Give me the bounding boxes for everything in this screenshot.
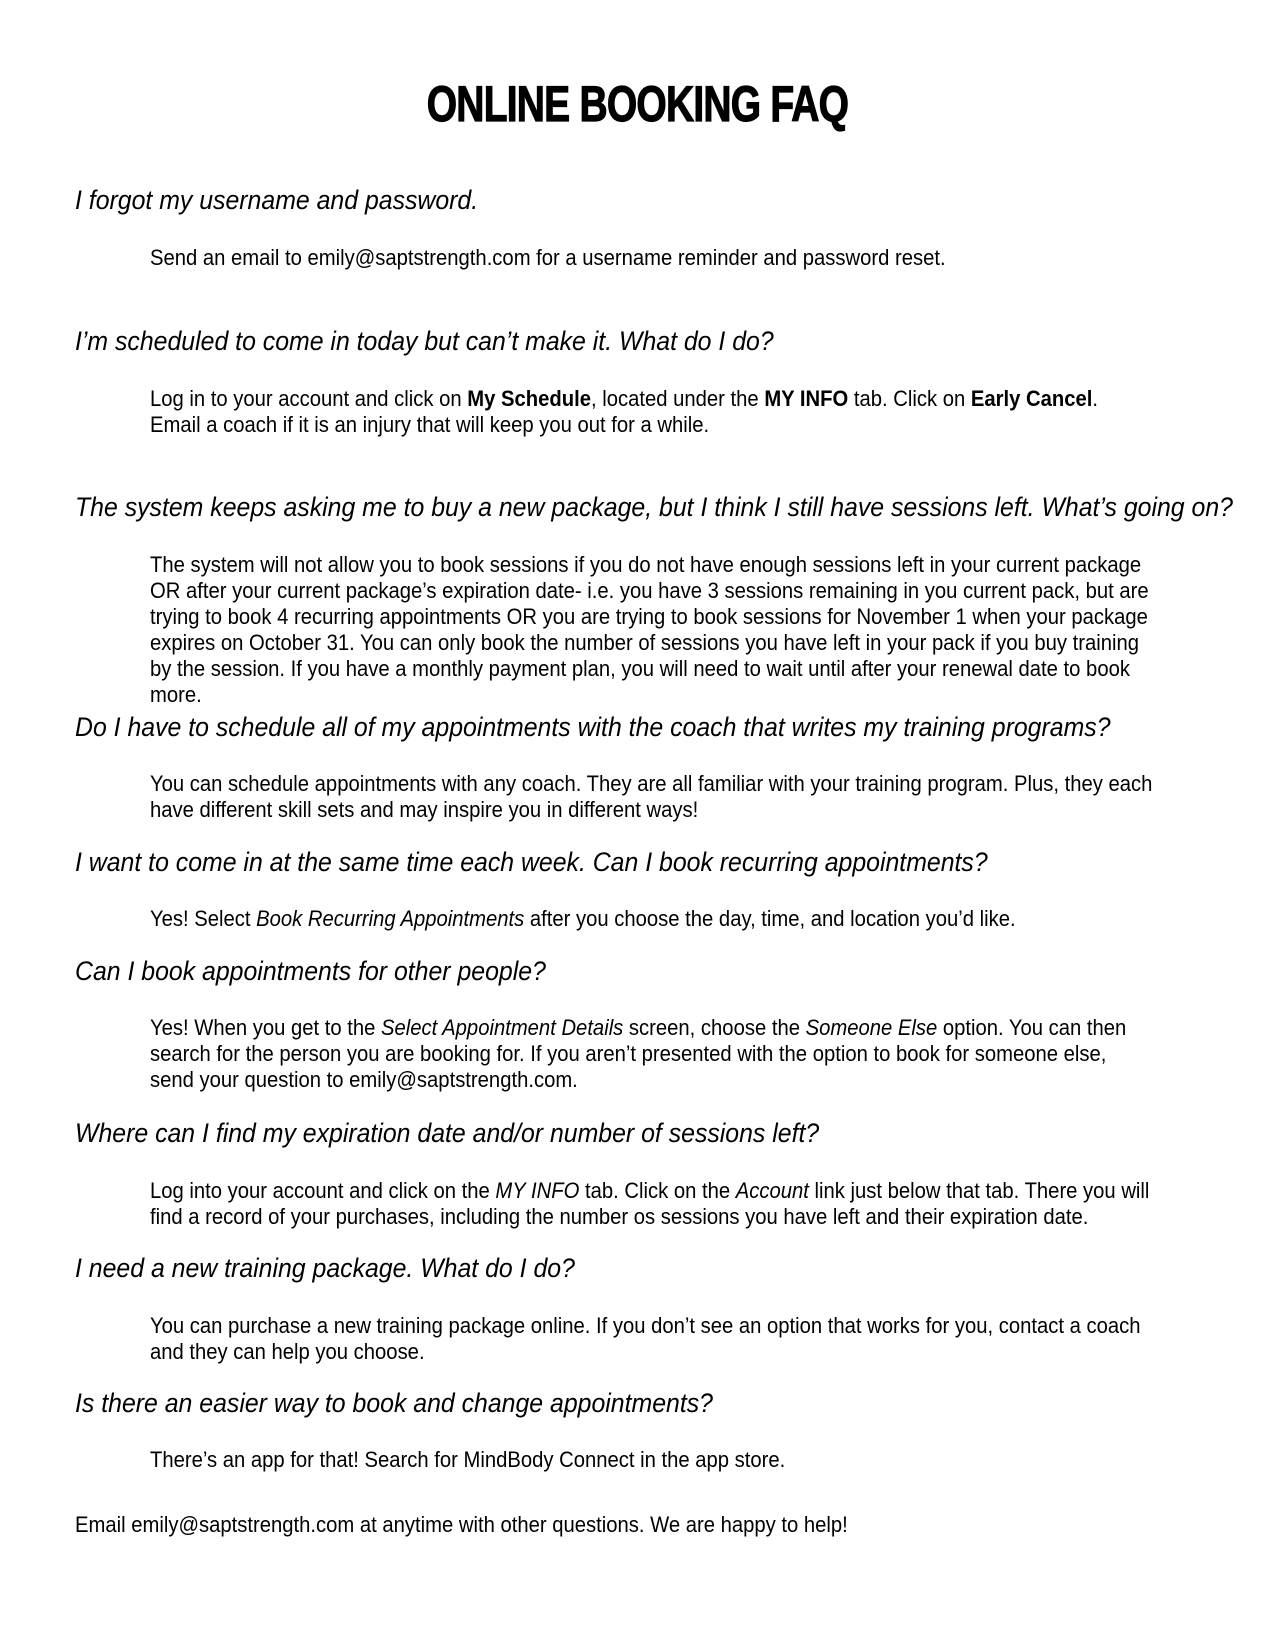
faq-question-4: Do I have to schedule all of my appointments with the coach that writes my training programs? [75,712,1111,742]
my-schedule-term: My Schedule [467,386,592,411]
account-term: Account [735,1178,809,1203]
page-title: ONLINE BOOKING FAQ [426,76,849,132]
faq-answer-2: Log in to your account and click on My Schedule, located under the MY INFO tab. Click on Early Cancel. Email a coach if it is an injury that will keep you out for a while. [150,386,1099,437]
faq-question-5: I want to come in at the same time each week. Can I book recurring appointments? [75,847,988,877]
my-info-term: MY INFO [764,386,849,411]
faq-answer-4: You can schedule appointments with any coach. They are all familiar with your training program. Plus, they each have different skill sets and may inspire you in different ways! [150,771,1153,822]
faq-answer-3: The system will not allow you to book sessions if you do not have enough sessions left in your current package OR after your current package’s expiration date- i.e. you have 3 sessions remaining in you current pack, but are trying to book 4 recurring appointments OR you are trying to book sessions for November 1 when your package expires on October 31. You can only book the number of sessions you have left in your pack if you buy training by the session. If you have a monthly payment plan, you will need to wait until after your renewal date to book more. [150,552,1149,707]
early-cancel-term: Early Cancel [970,386,1093,411]
faq-question-7: Where can I find my expiration date and/or number of sessions left? [75,1118,820,1148]
footer-note: Email emily@saptstrength.com at anytime with other questions. We are happy to help! [75,1512,848,1537]
faq-question-2: I’m scheduled to come in today but can’t make it. What do I do? [75,326,774,356]
faq-answer-1: Send an email to emily@saptstrength.com for a username reminder and password reset. [150,245,946,270]
select-appointment-details-term: Select Appointment Details [381,1015,624,1040]
faq-answer-7: Log into your account and click on the MY INFO tab. Click on the Account link just below that tab. There you will find a record of your purchases, including the number os sessions you have left and their expiration date. [150,1178,1150,1229]
book-recurring-term: Book Recurring Appointments [256,906,525,931]
faq-answer-8: You can purchase a new training package online. If you don’t see an option that works for you, contact a coach and they can help you choose. [150,1313,1141,1364]
faq-question-6: Can I book appointments for other people? [75,956,546,986]
faq-question-3: The system keeps asking me to buy a new package, but I think I still have sessions left. What’s going on? [75,492,1233,522]
faq-question-8: I need a new training package. What do I do? [75,1253,575,1283]
faq-question-1: I forgot my username and password. [75,185,479,215]
faq-answer-9: There’s an app for that! Search for MindBody Connect in the app store. [150,1447,786,1472]
faq-question-9: Is there an easier way to book and change appointments? [75,1388,713,1418]
faq-answer-5: Yes! Select Book Recurring Appointments after you choose the day, time, and location you’d like. [150,906,1016,931]
faq-answer-6: Yes! When you get to the Select Appointment Details screen, choose the Someone Else option. You can then search for the person you are booking for. If you aren’t presented with the option to book for someone else, send your question to emily@saptstrength.com. [150,1015,1127,1092]
someone-else-term: Someone Else [805,1015,938,1040]
my-info-term: MY INFO [495,1178,580,1203]
